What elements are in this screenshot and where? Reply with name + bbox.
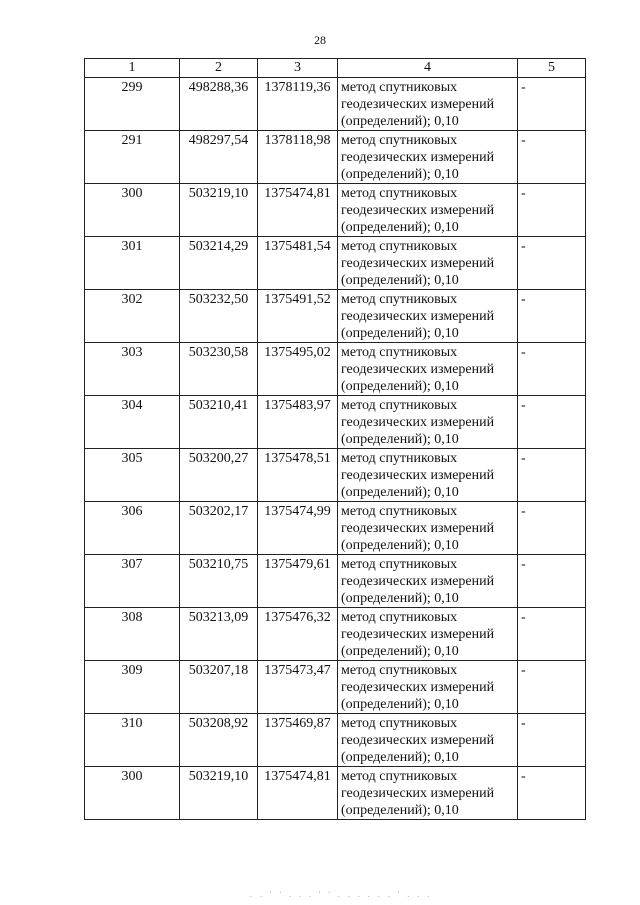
y-coordinate-cell: 1378118,98: [258, 131, 338, 184]
point-number-cell: 302: [85, 290, 180, 343]
y-coordinate-cell: 1375481,54: [258, 237, 338, 290]
point-number-cell: 291: [85, 131, 180, 184]
table-row: [85, 184, 586, 237]
x-coordinate-cell: 503230,58: [180, 343, 258, 396]
point-number-cell: 300: [85, 767, 180, 820]
table-row: [85, 608, 586, 661]
x-coordinate-cell: 503232,50: [180, 290, 258, 343]
table-row: [85, 661, 586, 714]
x-coordinate-cell: 503200,27: [180, 449, 258, 502]
x-coordinate-cell: 503219,10: [180, 184, 258, 237]
table-row: [85, 290, 586, 343]
x-coordinate-cell: 503219,10: [180, 767, 258, 820]
note-cell: -: [518, 661, 586, 714]
note-cell: -: [518, 78, 586, 131]
x-coordinate-cell: 503210,41: [180, 396, 258, 449]
point-number-cell: 304: [85, 396, 180, 449]
y-coordinate-cell: 1375473,47: [258, 661, 338, 714]
table-row: [85, 343, 586, 396]
note-cell: -: [518, 714, 586, 767]
point-number-cell: 303: [85, 343, 180, 396]
note-cell: -: [518, 184, 586, 237]
y-coordinate-cell: 1378119,36: [258, 78, 338, 131]
note-cell: -: [518, 608, 586, 661]
header-col-2: 2: [180, 59, 258, 78]
y-coordinate-cell: 1375476,32: [258, 608, 338, 661]
note-cell: -: [518, 237, 586, 290]
note-cell: -: [518, 555, 586, 608]
table-row: [85, 78, 586, 131]
point-number-cell: 309: [85, 661, 180, 714]
table-row: [85, 767, 586, 820]
y-coordinate-cell: 1375483,97: [258, 396, 338, 449]
note-cell: -: [518, 131, 586, 184]
method-description-cell: метод спутниковых геодезических измерений (определений); 0,10: [338, 237, 518, 290]
header-col-3: 3: [258, 59, 338, 78]
header-col-5: 5: [518, 59, 586, 78]
table-row: [85, 714, 586, 767]
point-number-cell: 308: [85, 608, 180, 661]
point-number-cell: 300: [85, 184, 180, 237]
table-row: [85, 131, 586, 184]
note-cell: -: [518, 343, 586, 396]
note-cell: -: [518, 449, 586, 502]
table-row: [85, 449, 586, 502]
point-number-cell: 310: [85, 714, 180, 767]
method-description-cell: метод спутниковых геодезических измерений (определений); 0,10: [338, 290, 518, 343]
method-description-cell: метод спутниковых геодезических измерений (определений); 0,10: [338, 449, 518, 502]
table-row: [85, 555, 586, 608]
method-description-cell: метод спутниковых геодезических измерений (определений); 0,10: [338, 661, 518, 714]
x-coordinate-cell: 498297,54: [180, 131, 258, 184]
header-col-1: 1: [85, 59, 180, 78]
note-cell: -: [518, 767, 586, 820]
y-coordinate-cell: 1375491,52: [258, 290, 338, 343]
method-description-cell: метод спутниковых геодезических измерений (определений); 0,10: [338, 555, 518, 608]
x-coordinate-cell: 503214,29: [180, 237, 258, 290]
x-coordinate-cell: 498288,36: [180, 78, 258, 131]
x-coordinate-cell: 503202,17: [180, 502, 258, 555]
method-description-cell: метод спутниковых геодезических измерений (определений); 0,10: [338, 343, 518, 396]
table-header-row: [85, 59, 586, 78]
page-number: 28: [314, 33, 326, 47]
method-description-cell: метод спутниковых геодезических измерений (определений); 0,10: [338, 608, 518, 661]
y-coordinate-cell: 1375474,81: [258, 184, 338, 237]
y-coordinate-cell: 1375495,02: [258, 343, 338, 396]
x-coordinate-cell: 503213,09: [180, 608, 258, 661]
y-coordinate-cell: 1375479,61: [258, 555, 338, 608]
x-coordinate-cell: 503208,92: [180, 714, 258, 767]
method-description-cell: метод спутниковых геодезических измерений (определений); 0,10: [338, 78, 518, 131]
method-description-cell: метод спутниковых геодезических измерений (определений); 0,10: [338, 184, 518, 237]
x-coordinate-cell: 503207,18: [180, 661, 258, 714]
y-coordinate-cell: 1375469,87: [258, 714, 338, 767]
method-description-cell: метод спутниковых геодезических измерений (определений); 0,10: [338, 714, 518, 767]
y-coordinate-cell: 1375478,51: [258, 449, 338, 502]
y-coordinate-cell: 1375474,81: [258, 767, 338, 820]
point-number-cell: 305: [85, 449, 180, 502]
note-cell: -: [518, 502, 586, 555]
method-description-cell: метод спутниковых геодезических измерений (определений); 0,10: [338, 767, 518, 820]
header-col-4: 4: [338, 59, 518, 78]
note-cell: -: [518, 396, 586, 449]
coordinates-table: [84, 58, 586, 820]
method-description-cell: метод спутниковых геодезических измерений (определений); 0,10: [338, 396, 518, 449]
point-number-cell: 299: [85, 78, 180, 131]
x-coordinate-cell: 503210,75: [180, 555, 258, 608]
table-row: [85, 396, 586, 449]
method-description-cell: метод спутниковых геодезических измерений (определений); 0,10: [338, 131, 518, 184]
point-number-cell: 306: [85, 502, 180, 555]
scan-artifact: . . ' ' . . . ' ' . . . . . . ' . . .: [250, 890, 433, 899]
y-coordinate-cell: 1375474,99: [258, 502, 338, 555]
note-cell: -: [518, 290, 586, 343]
point-number-cell: 301: [85, 237, 180, 290]
method-description-cell: метод спутниковых геодезических измерений (определений); 0,10: [338, 502, 518, 555]
point-number-cell: 307: [85, 555, 180, 608]
table-row: [85, 237, 586, 290]
table-row: [85, 502, 586, 555]
